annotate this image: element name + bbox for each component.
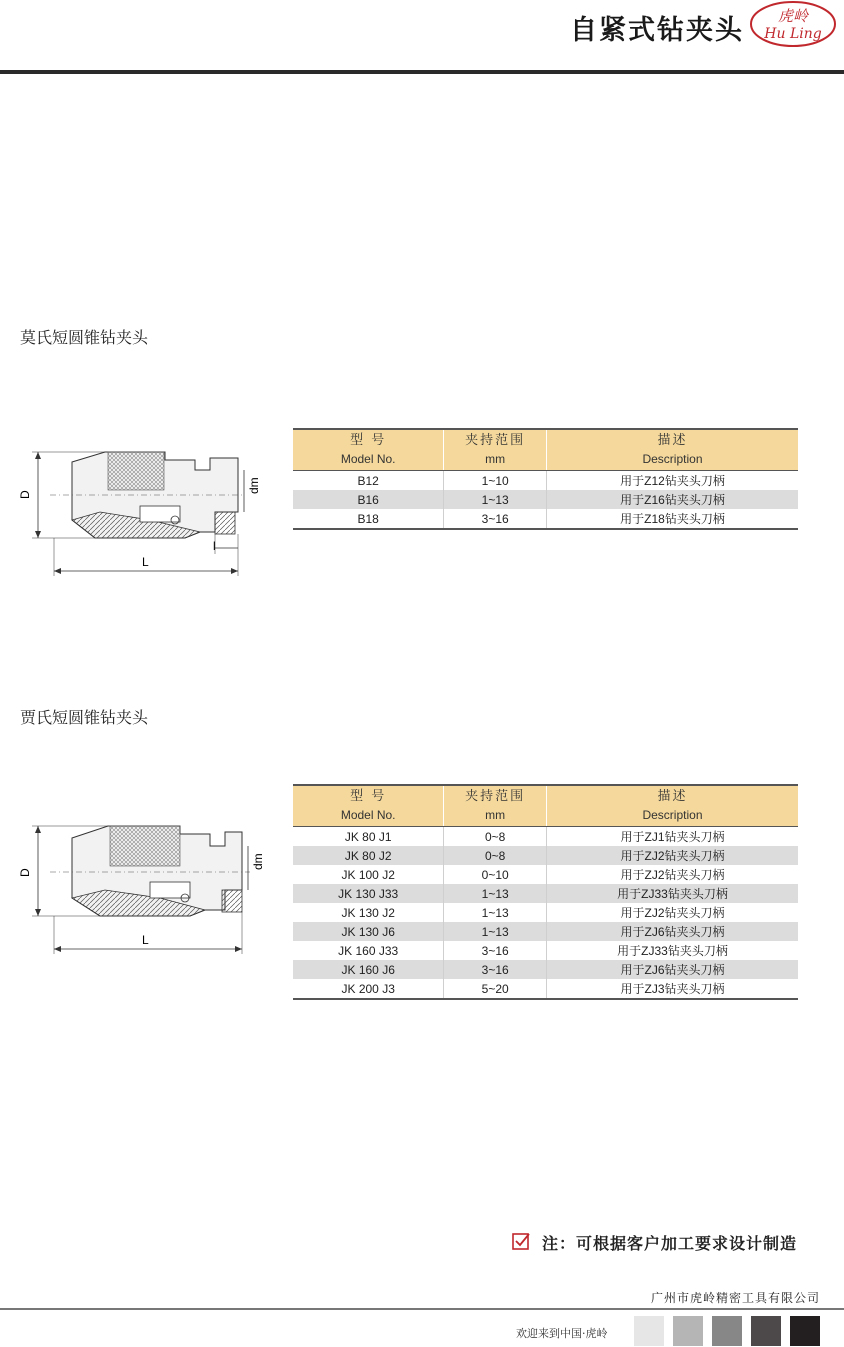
dim-label-l: l bbox=[213, 539, 216, 553]
jacobs-spec-table bbox=[293, 784, 798, 1000]
custom-design-note: 注：可根据客户加工要求设计制造 bbox=[542, 1234, 798, 1253]
header-description: 描述 Description bbox=[546, 429, 798, 471]
cell-model: B18 bbox=[293, 509, 444, 529]
cell-description: 用于ZJ1钻夹头刀柄 bbox=[546, 827, 798, 847]
cell-description: 用于ZJ2钻夹头刀柄 bbox=[546, 865, 798, 884]
cell-range: 0~8 bbox=[444, 827, 547, 847]
cell-description: 用于Z16钻夹头刀柄 bbox=[546, 490, 798, 509]
table-row bbox=[293, 827, 798, 847]
cell-range: 3~16 bbox=[444, 960, 547, 979]
table-header-row bbox=[293, 429, 798, 471]
cell-model: JK 130 J6 bbox=[293, 922, 444, 941]
cell-model: JK 130 J2 bbox=[341, 905, 395, 920]
table-row bbox=[293, 509, 798, 529]
color-swatch-2 bbox=[673, 1316, 703, 1346]
cell-range: 3~16 bbox=[444, 941, 547, 960]
section-title-jacobs: 贾氏短圆锥钻夹头 bbox=[20, 708, 149, 727]
cell-model: JK 160 J6 bbox=[293, 960, 444, 979]
welcome-text: 欢迎来到中国·虎岭 bbox=[516, 1327, 608, 1340]
table-row bbox=[293, 884, 798, 903]
color-swatch-3 bbox=[712, 1316, 742, 1346]
cell-range: 0~8 bbox=[444, 846, 547, 865]
cell-range: 1~13 bbox=[444, 903, 547, 922]
cell-model: B12 bbox=[357, 473, 379, 488]
table-row bbox=[293, 960, 798, 979]
table-header-row bbox=[293, 785, 798, 827]
header-divider bbox=[0, 70, 844, 74]
checkbox-icon bbox=[512, 1232, 530, 1250]
morse-chuck-diagram bbox=[10, 440, 270, 580]
cell-description: 用于ZJ6钻夹头刀柄 bbox=[546, 922, 798, 941]
header-description: 描述 Description bbox=[546, 785, 798, 827]
cell-range: 1~13 bbox=[444, 922, 547, 941]
cell-description: 用于ZJ33钻夹头刀柄 bbox=[546, 941, 798, 960]
cell-range: 0~10 bbox=[444, 865, 547, 884]
table-row bbox=[293, 979, 798, 999]
logo-text-bottom: Hu Ling bbox=[764, 26, 822, 42]
table-row bbox=[293, 903, 798, 922]
cell-model: JK 80 J1 bbox=[344, 829, 392, 844]
header-model: 型 号 Model No. bbox=[293, 785, 444, 827]
header-range: 夹持范围 mm bbox=[444, 429, 547, 471]
cell-description: 用于ZJ6钻夹头刀柄 bbox=[546, 960, 798, 979]
table-row bbox=[293, 922, 798, 941]
cell-description: 用于ZJ2钻夹头刀柄 bbox=[546, 846, 798, 865]
cell-range: 1~10 bbox=[444, 471, 547, 491]
dim-label-L: L bbox=[142, 555, 149, 569]
huling-logo bbox=[748, 0, 838, 48]
cell-range: 3~16 bbox=[444, 509, 547, 529]
cell-model: B16 bbox=[293, 490, 444, 509]
page-title: 自紧式钻夹头 bbox=[570, 15, 744, 46]
cell-model: JK 160 J33 bbox=[338, 943, 399, 958]
logo-text-top: 虎岭 bbox=[777, 7, 809, 25]
cell-model: JK 200 J3 bbox=[293, 979, 444, 999]
section-title-morse: 莫氏短圆锥钻夹头 bbox=[20, 328, 149, 347]
dim-label-dm: dm bbox=[247, 477, 261, 494]
jacobs-chuck-diagram bbox=[10, 818, 270, 958]
company-name: 广州市虎岭精密工具有限公司 bbox=[650, 1291, 820, 1305]
dim-label-D: D bbox=[18, 490, 32, 499]
color-swatch-4 bbox=[751, 1316, 781, 1346]
table-row bbox=[293, 865, 798, 884]
cell-description: 用于ZJ33钻夹头刀柄 bbox=[546, 884, 798, 903]
cell-model: JK 80 J2 bbox=[293, 846, 444, 865]
color-swatch-1 bbox=[634, 1316, 664, 1346]
dim-label-L: L bbox=[142, 933, 149, 947]
dim-label-dm: dm bbox=[251, 853, 265, 870]
dim-label-D: D bbox=[18, 868, 32, 877]
cell-description: 用于ZJ2钻夹头刀柄 bbox=[546, 903, 798, 922]
header-model: 型 号 Model No. bbox=[293, 429, 444, 471]
table-row bbox=[293, 471, 798, 491]
cell-range: 1~13 bbox=[444, 490, 547, 509]
table-row bbox=[293, 941, 798, 960]
cell-description: 用于ZJ3钻夹头刀柄 bbox=[546, 979, 798, 999]
cell-model: JK 100 J2 bbox=[341, 867, 395, 882]
cell-description: 用于Z12钻夹头刀柄 bbox=[546, 471, 798, 491]
cell-range: 5~20 bbox=[444, 979, 547, 999]
footer-divider bbox=[0, 1308, 844, 1310]
cell-range: 1~13 bbox=[444, 884, 547, 903]
table-row bbox=[293, 490, 798, 509]
cell-model: JK 130 J33 bbox=[293, 884, 444, 903]
color-swatch-5 bbox=[790, 1316, 820, 1346]
header-range: 夹持范围 mm bbox=[444, 785, 547, 827]
cell-description: 用于Z18钻夹头刀柄 bbox=[546, 509, 798, 529]
morse-spec-table bbox=[293, 428, 798, 530]
table-row bbox=[293, 846, 798, 865]
